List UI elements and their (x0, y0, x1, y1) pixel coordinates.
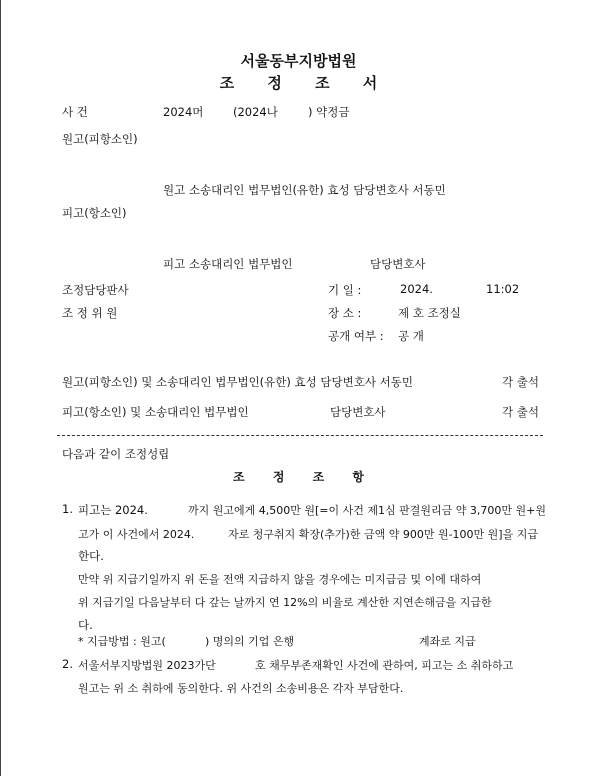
term-2-line-2: 원고는 위 소 취하에 동의한다. 위 사건의 소송비용은 각자 부담한다. (78, 682, 404, 695)
term-1-line-2a: 고가 이 사건에서 2024. (78, 528, 195, 541)
court-name: 서울동부지방법원 (240, 52, 357, 70)
terms-heading: 조 정 조 항 (233, 470, 376, 484)
date-value: 2024. (400, 282, 433, 296)
term-1-line-2b: 자로 청구취지 확장(추가)한 금액 약 900만 원-100만 원]을 지급 (228, 528, 538, 541)
term-1-line-4: 만약 위 지급기일까지 위 돈을 전액 지급하지 않을 경우에는 미지급금 및 이에 대하여 (78, 573, 482, 586)
defendant-counsel: 피고 소송대리인 법무법인 (163, 257, 293, 271)
term-2-line-1a: 서울서부지방법원 2023가단 (78, 659, 216, 672)
term-1-number: 1. (62, 502, 73, 516)
term-1-line-3: 한다. (78, 549, 104, 563)
defendant-label: 피고(항소인) (62, 206, 127, 220)
mediator-label: 조 정 위 원 (62, 306, 118, 320)
term-1-payment-c: 계좌로 지급 (419, 635, 476, 648)
time-value: 11:02 (486, 282, 520, 296)
term-1-line-1a: 피고는 2024. (78, 503, 148, 517)
document-title: 조 정 조 서 (219, 74, 392, 92)
term-1-payment-b: ) 명의의 기업 은행 (205, 635, 295, 648)
plaintiff-attendance: 원고(피항소인) 및 소송대리인 법무법인(유한) 효성 담당변호사 서동민 (62, 375, 413, 389)
term-2-line-1b: 호 채무부존재확인 사건에 관하여, 피고는 소 취하하고 (255, 659, 514, 672)
term-2-number: 2. (62, 657, 73, 671)
public-value: 공 개 (398, 329, 424, 343)
case-label: 사 건 (62, 105, 88, 119)
place-value: 제 호 조정실 (398, 306, 461, 320)
defendant-attendance-status: 각 출석 (502, 405, 539, 419)
term-1-line-1b: 까지 원고에게 4,500만 원[=이 사건 제1심 판결원리금 약 3,700만 원+원 (188, 504, 546, 517)
mediation-result: 다음과 같이 조정성립 (62, 447, 170, 461)
term-1-payment-a: * 지급방법 : 원고( (78, 635, 166, 648)
defendant-attendance: 피고(항소인) 및 소송대리인 법무법인 (62, 405, 249, 419)
place-label: 장 소 : (328, 306, 362, 320)
case-appeal-number: (2024나 (233, 105, 278, 119)
defendant-attendance-attorney: 담당변호사 (330, 405, 386, 419)
left-page-border (0, 0, 1, 776)
public-label: 공개 여부 : (328, 329, 384, 343)
term-1-line-6: 다. (78, 618, 93, 632)
plaintiff-label: 원고(피항소인) (62, 132, 138, 146)
case-name: ) 약정금 (308, 105, 350, 119)
term-1-line-5: 위 지급기일 다음날부터 다 갚는 날까지 연 12%의 비율로 계산한 지연손해금을 지급한 (78, 596, 492, 609)
date-label: 기 일 : (328, 283, 362, 297)
plaintiff-counsel: 원고 소송대리인 법무법인(유한) 효성 담당변호사 서동민 (163, 183, 446, 197)
plaintiff-attendance-status: 각 출석 (502, 375, 539, 389)
defendant-attorney-label: 담당변호사 (370, 257, 426, 271)
case-number: 2024머 (163, 105, 204, 119)
judge-label: 조정담당판사 (62, 283, 129, 297)
section-divider (57, 435, 543, 436)
